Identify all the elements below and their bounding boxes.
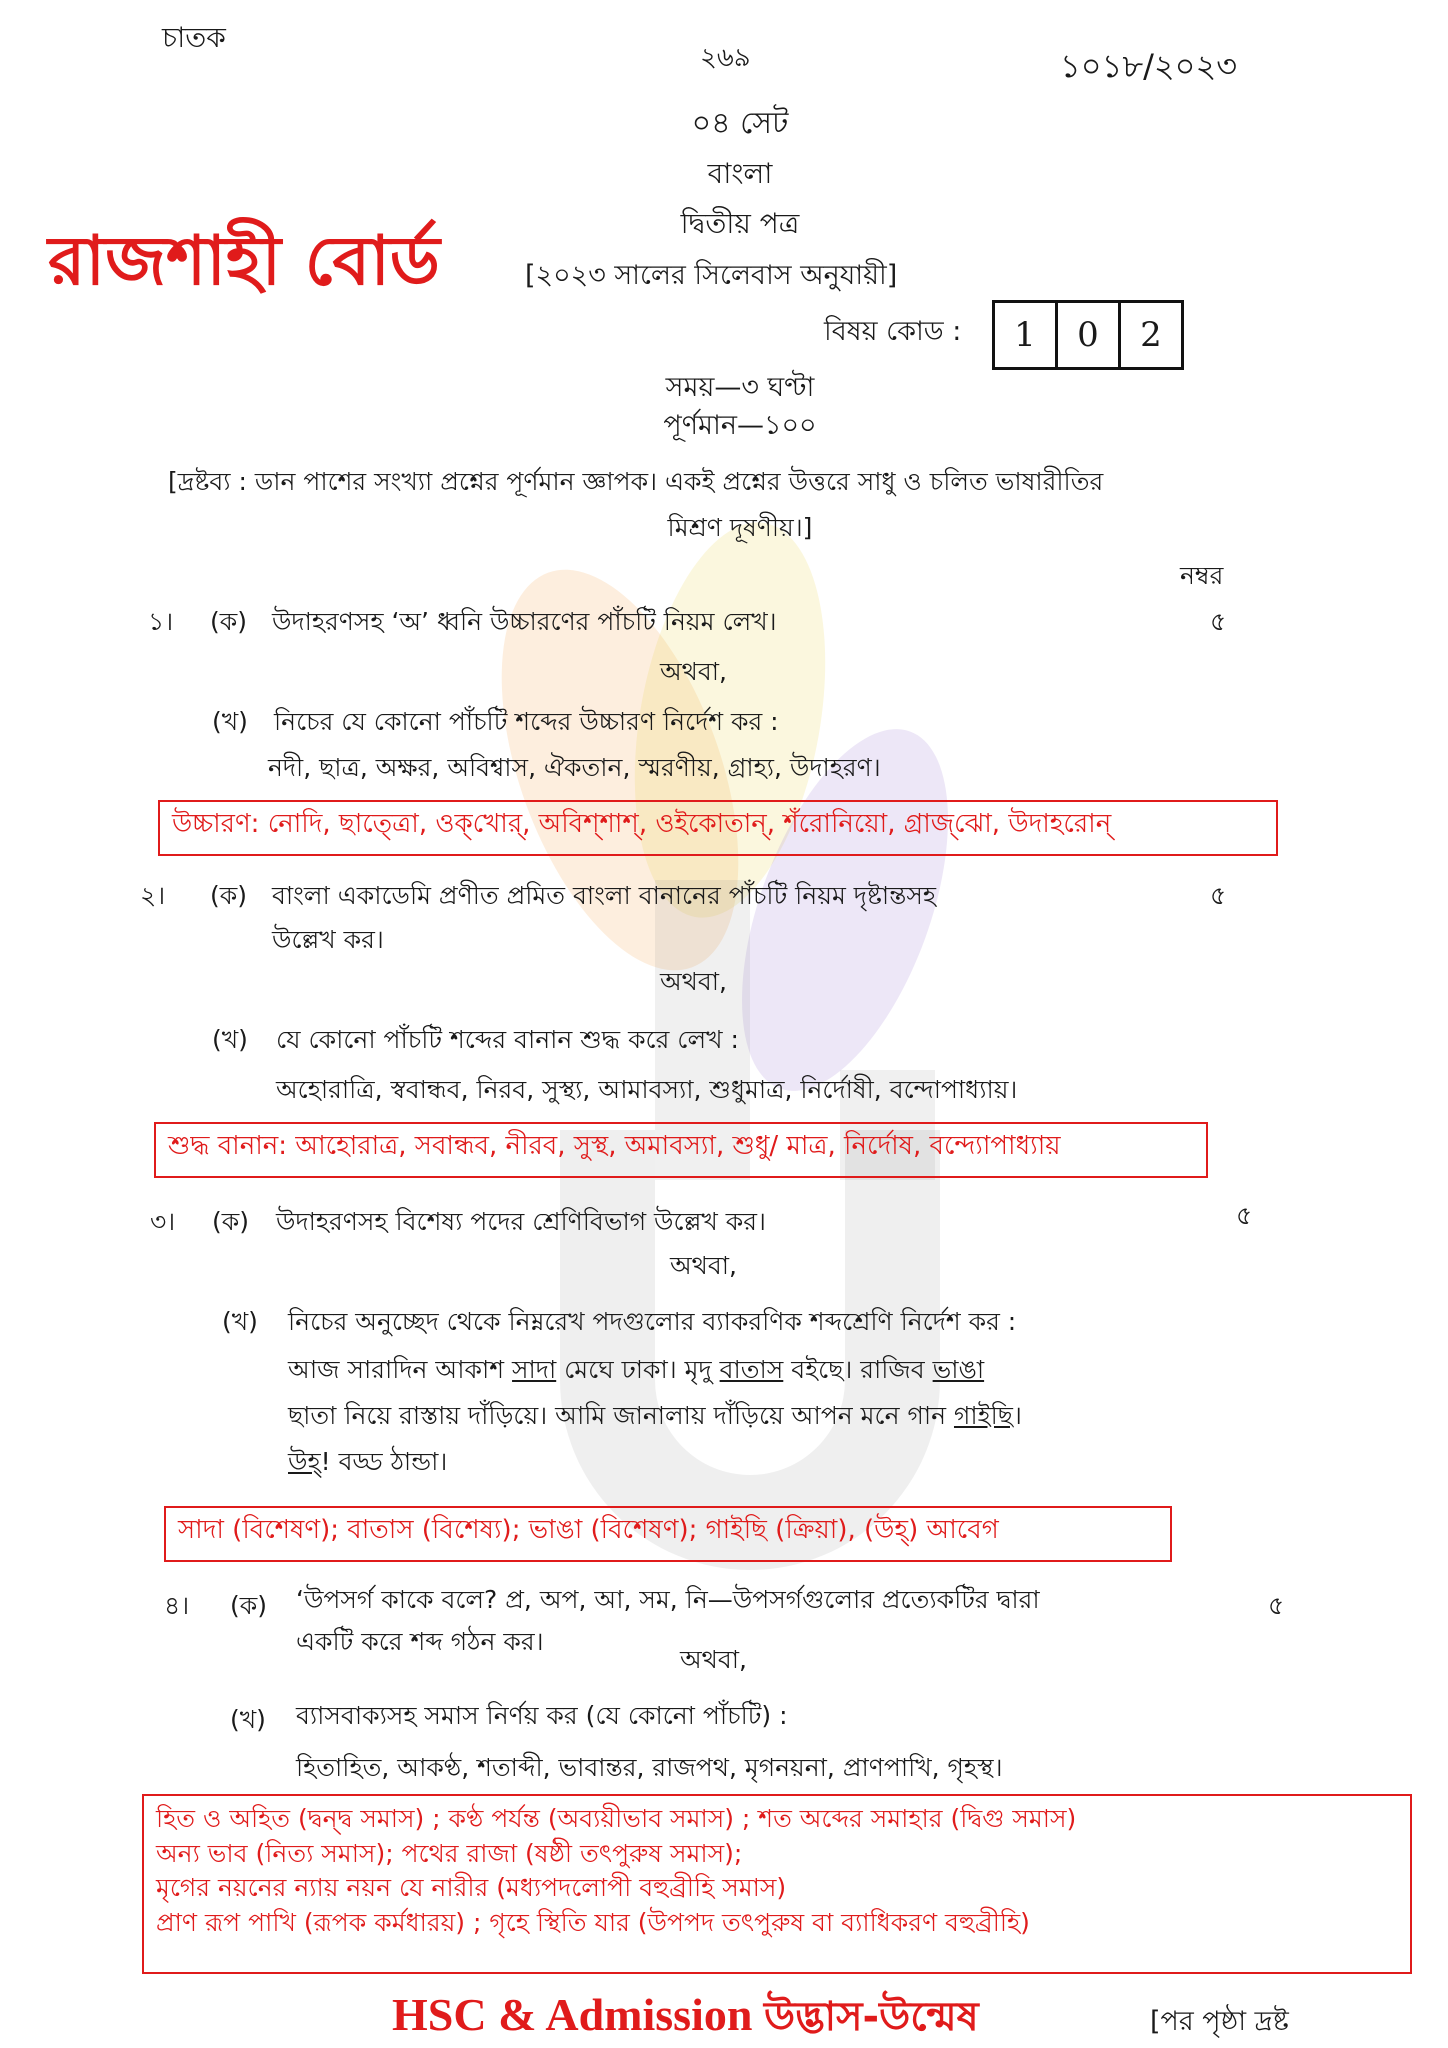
question-part-label: (খ): [230, 1705, 266, 1734]
board-title: রাজশাহী বোর্ড: [48, 222, 440, 301]
question-part-label: (ক): [212, 1207, 249, 1236]
question-text: যে কোনো পাঁচটি শব্দের বানান শুদ্ধ করে লেখ :: [276, 1025, 739, 1054]
instruction-note-line1: [দ্রষ্টব্য : ডান পাশের সংখ্যা প্রশ্নের পূর্ণমান জ্ঞাপক। একই প্রশ্নের উত্তরে সাধু ও চলিত ভাষারীতির: [168, 467, 1104, 496]
question-word-list: হিতাহিত, আকণ্ঠ, শতাব্দী, ভাবান্তর, রাজপথ, মৃগনয়না, প্রাণপাখি, গৃহস্থ।: [296, 1753, 1003, 1782]
answer-line: অন্য ভাব (নিত্য সমাস); পথের রাজা (ষষ্ঠী তৎপুরুষ সমাস);: [156, 1838, 743, 1868]
question-text: উদাহরণসহ বিশেষ্য পদের শ্রেণিবিভাগ উল্লেখ কর।: [276, 1207, 766, 1236]
subject-code-box: [992, 300, 1184, 370]
paper-title: দ্বিতীয় পত্র: [680, 207, 800, 240]
underlined-word: বাতাস: [719, 1355, 784, 1384]
underlined-word: সাদা: [512, 1355, 557, 1384]
question-text: উদাহরণসহ ‘অ’ ধ্বনি উচ্চারণের পাঁচটি নিয়ম লেখ।: [272, 607, 777, 636]
underlined-word: গাইছি: [953, 1401, 1013, 1430]
answer-line: হিত ও অহিত (দ্বন্দ্ব সমাস) ; কণ্ঠ পর্যন্ত (অব্যয়ীভাব সমাস) ; শত অব্দের সমাহার (দ্বিগু সমাস): [156, 1804, 1077, 1833]
subject-code-digit: 1: [995, 303, 1058, 367]
footer-brand: [392, 1989, 979, 2040]
underlined-word: ভাঙা: [932, 1355, 985, 1384]
or-separator: অথবা,: [660, 657, 727, 686]
syllabus-note: [২০২৩ সালের সিলেবাস অনুযায়ী]: [525, 260, 898, 291]
instruction-note-line2: মিশ্রণ দূষণীয়।]: [667, 513, 813, 542]
passage-line: আজ সারাদিন আকাশ সাদা মেঘে ঢাকা। মৃদু বাতাস বইছে। রাজিব ভাঙা: [288, 1355, 985, 1384]
question-text: ‘উপসর্গ কাকে বলে? প্র, অপ, আ, সম, নি—উপসর্গগুলোর প্রত্যেকটির দ্বারা: [296, 1585, 1040, 1614]
question-number: ১।: [148, 607, 174, 636]
answer-box: সাদা (বিশেষণ); বাতাস (বিশেষ্য); ভাঙা (বিশেষণ); গাইছি (ক্রিয়া), (উহ্) আবেগ: [164, 1506, 1172, 1562]
question-text: উল্লেখ কর।: [272, 925, 384, 954]
question-number: ২।: [140, 881, 166, 910]
question-text: বাংলা একাডেমি প্রণীত প্রমিত বাংলা বানানের পাঁচটি নিয়ম দৃষ্টান্তসহ: [272, 881, 937, 910]
answer-box: [142, 1794, 1412, 1974]
question-part-label: (ক): [210, 881, 247, 910]
question-text: নিচের অনুচ্ছেদ থেকে নিম্নরেখ পদগুলোর ব্যাকরণিক শব্দশ্রেণি নির্দেশ কর :: [288, 1307, 1017, 1336]
question-text: ব্যাসবাক্যসহ সমাস নির্ণয় কর (যে কোনো পাঁচটি) :: [296, 1701, 788, 1730]
or-separator: অথবা,: [680, 1645, 747, 1674]
set-label: ০৪ সেট: [691, 106, 789, 141]
question-marks: ৫: [1210, 881, 1227, 910]
top-left-label: চাতক: [162, 21, 226, 54]
question-text: নিচের যে কোনো পাঁচটি শব্দের উচ্চারণ নির্দেশ কর :: [274, 707, 779, 736]
full-marks: পূর্ণমান—১০০: [663, 410, 817, 441]
question-word-list: নদী, ছাত্র, অক্ষর, অবিশ্বাস, ঐকতান, স্মরণীয়, গ্রাহ্য, উদাহরণ।: [268, 753, 881, 782]
subject-title: বাংলা: [707, 157, 773, 190]
subject-code-label: বিষয় কোড :: [824, 316, 962, 347]
question-part-label: (খ): [212, 707, 248, 736]
subject-code-digit: 0: [1058, 303, 1121, 367]
answer-box: উচ্চারণ: নোদি, ছাত্ত্রো, ওক্‌খোর্‌, অবিশ্‌শাশ্‌, ওইকোতান্‌, শঁরোনিয়ো, গ্রাজ্‌ঝো, উদাহরোন্‌: [158, 800, 1278, 856]
question-part-label: (ক): [210, 607, 247, 636]
question-part-label: (ক): [230, 1591, 267, 1620]
answer-line: প্রাণ রূপ পাখি (রূপক কর্মধারয়) ; গৃহে স্থিতি যার (উপপদ তৎপুরুষ বা ব্যাধিকরণ বহুব্রীহি): [156, 1907, 1030, 1937]
question-part-label: (খ): [212, 1025, 248, 1054]
question-marks: ৫: [1236, 1201, 1253, 1230]
passage-line: উহ্! বড্ড ঠান্ডা।: [288, 1447, 448, 1476]
subject-code-digit: 2: [1140, 315, 1162, 355]
question-marks: ৫: [1268, 1591, 1285, 1620]
next-page-note: [পর পৃষ্ঠা দ্রষ্ট: [1150, 2006, 1289, 2037]
marks-column-header: নম্বর: [1180, 561, 1224, 590]
question-number: ৩।: [150, 1207, 176, 1236]
question-number: ৪।: [164, 1591, 190, 1620]
passage-line: ছাতা নিয়ে রাস্তায় দাঁড়িয়ে। আমি জানালায় দাঁড়িয়ে আপন মনে গান গাইছি।: [288, 1401, 1022, 1430]
reference-number: ১০১৮/২০২৩: [1060, 47, 1238, 85]
question-text: একটি করে শব্দ গঠন কর।: [296, 1627, 544, 1656]
question-marks: ৫: [1210, 607, 1227, 636]
footer-brand-en: HSC & Admission: [392, 1989, 753, 2040]
question-word-list: অহোরাত্রি, স্ববান্ধব, নিরব, সুস্থ্য, আমাবস্যা, শুধুমাত্র, নির্দোষী, বন্দোপাধ্যায়।: [276, 1075, 1018, 1104]
or-separator: অথবা,: [670, 1251, 737, 1280]
answer-box: শুদ্ধ বানান: আহোরাত্র, সবান্ধব, নীরব, সুস্থ, অমাবস্যা, শুধু/ মাত্র, নির্দোষ, বন্দ্যোপাধ্যায়: [154, 1122, 1208, 1178]
exam-time: সময়—৩ ঘণ্টা: [665, 372, 815, 403]
question-part-label: (খ): [222, 1307, 258, 1336]
or-separator: অথবা,: [660, 967, 727, 996]
footer-brand-bn: উদ্ভাস-উন্মেষ: [763, 1994, 979, 2040]
underlined-word: উহ্: [288, 1447, 321, 1476]
answer-line: মৃগের নয়নের ন্যায় নয়ন যে নারীর (মধ্যপদলোপী বহুব্রীহি সমাস): [156, 1873, 787, 1902]
page-number: ২৬৯: [700, 43, 751, 73]
